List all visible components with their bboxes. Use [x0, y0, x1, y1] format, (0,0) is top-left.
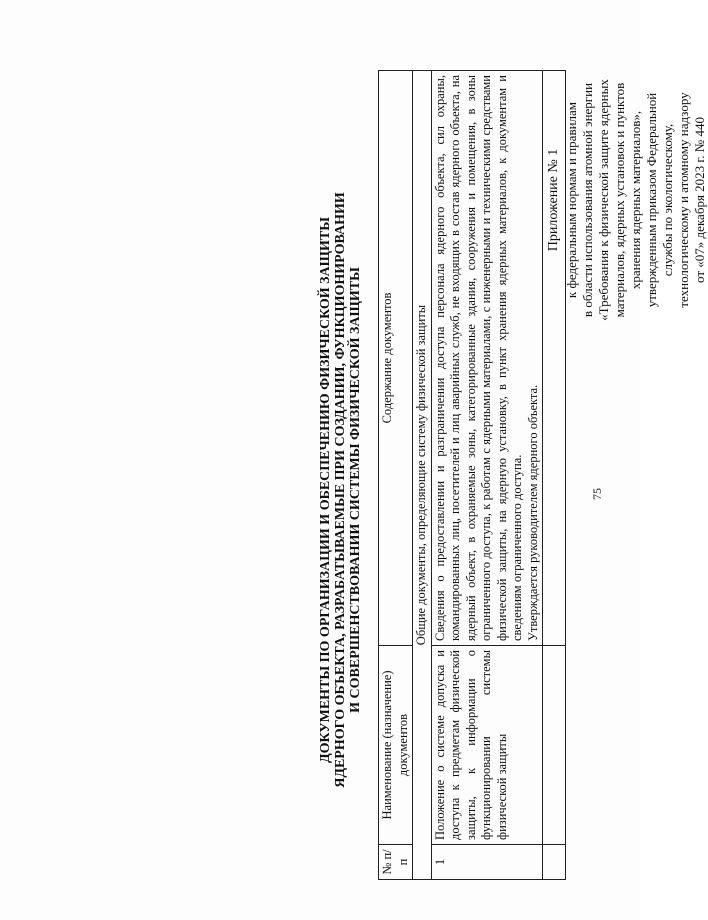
row-note: Утверждается руководителем ядерного объекта. — [525, 384, 540, 641]
appendix-line: технологическому и атомному надзору — [676, 92, 691, 308]
header-name: Наименование (назначение) документов — [379, 646, 413, 845]
empty-cell — [543, 71, 566, 646]
heading-line: ДОКУМЕНТЫ ПО ОРГАНИЗАЦИИ И ОБЕСПЕЧЕНИЮ ФИЗИЧЕСКОЙ ЗАЩИТЫ — [318, 216, 333, 764]
table-header-row — [379, 71, 413, 880]
documents-table — [378, 70, 566, 880]
heading-line: ЯДЕРНОГО ОБЪЕКТА, РАЗРАБАТЫВАЕМЫЕ ПРИ СОЗДАНИИ, ФУНКЦИОНИРОВАНИИ — [333, 192, 348, 788]
header-num: № п/п — [379, 845, 413, 880]
row-num: 1 — [431, 845, 543, 880]
heading-line: И СОВЕРШЕНСТВОВАНИИ СИСТЕМЫ ФИЗИЧЕСКОЙ ЗАЩИТЫ — [348, 267, 363, 713]
row-content: Сведения о предоставлении и разграничении доступа персонала ядерного объекта, сил охраны, командированных лиц, посетителей и лиц аварийных служб, не входящих в состав ядерного объекта, на ядерный объект, в охраняемые зоны, категорированные здания, сооружения и помещения, в зоны ограниченного доступа, к работам с ядерными материалами, с инженерными и техническими средствами физической защиты, на ядерную установку, в пункт хранения ядерных материалов, к документам и сведениям ограниченного доступа. — [432, 75, 524, 641]
appendix-line: материалов, ядерных установок и пунктов — [612, 82, 627, 318]
appendix-line: к федеральным нормам и правилам — [564, 101, 579, 299]
appendix-line: службы по экологическому, — [660, 123, 675, 277]
section-title: Общие документы, определяющие систему физической защиты — [413, 71, 432, 880]
row-name: Положение о системе допуска и доступа к предметам физической защиты, к информации о функционировании системы физической защиты — [431, 646, 543, 845]
empty-cell — [543, 646, 566, 845]
appendix-line: утвержденным приказом Федеральной — [644, 92, 659, 308]
table-row-continuation — [543, 71, 566, 880]
appendix-block — [546, 30, 708, 370]
table-row — [431, 71, 543, 880]
document-heading — [318, 120, 363, 860]
appendix-line: хранения ядерных материалов», — [628, 110, 643, 290]
appendix-title: Приложение № 1 — [546, 148, 561, 252]
appendix-line: «Требования к физической защите ядерных — [596, 79, 611, 321]
page-number: 75 — [590, 488, 604, 500]
table-section-row — [413, 71, 432, 880]
empty-cell — [543, 845, 566, 880]
header-content: Содержание документов — [379, 71, 413, 646]
appendix-line: от «07» декабря 2023 г. № 440 — [692, 117, 707, 283]
appendix-line: в области использования атомной энергии — [580, 82, 595, 318]
row-content-cell — [431, 71, 543, 646]
